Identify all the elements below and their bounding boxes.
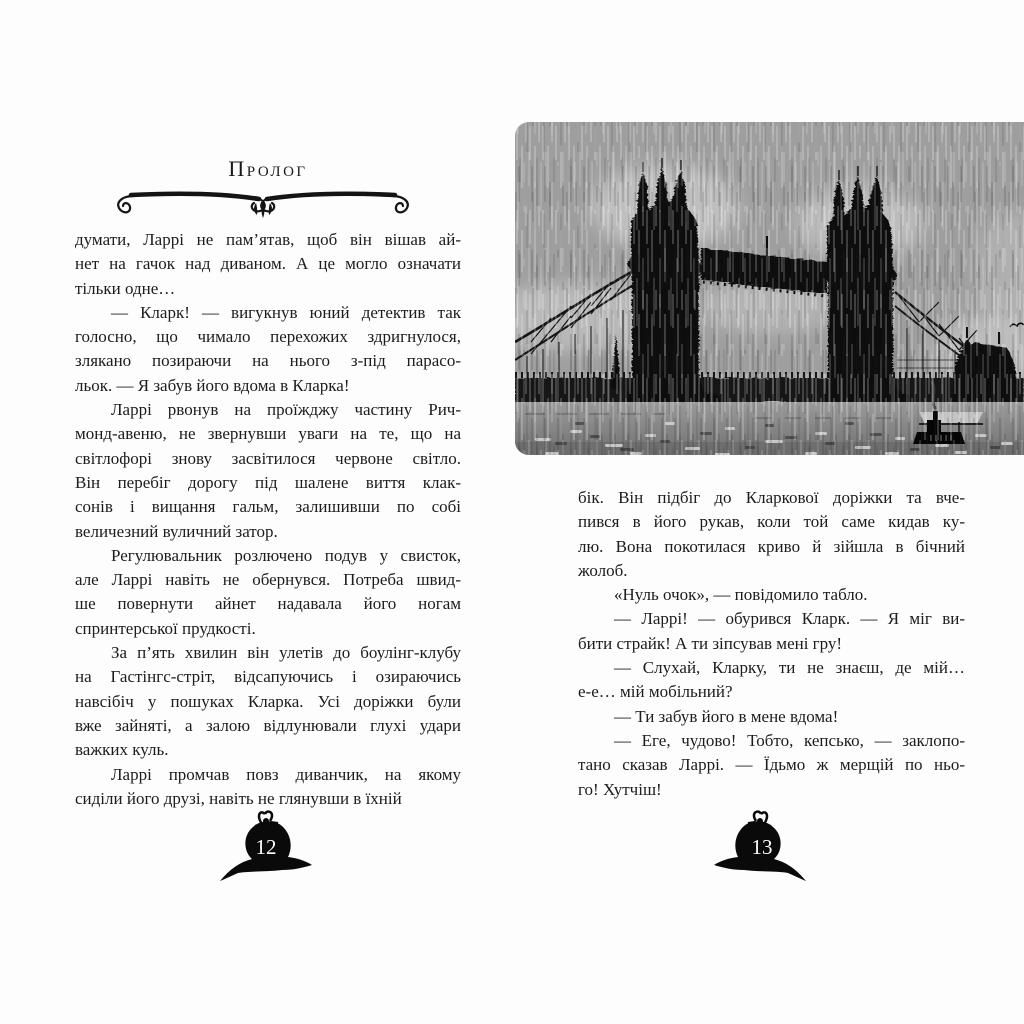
body-text-right bbox=[578, 486, 965, 802]
page-number: 13 bbox=[751, 835, 773, 859]
text-line: на Гастінгс-стріт, відсапуючись і озираючись bbox=[75, 667, 461, 687]
text-line: За п’ять хвилин він улетів до боулінг-клубу bbox=[111, 643, 461, 663]
text-line: лю. Вона покотилася криво й зійшла в бічний bbox=[578, 536, 965, 556]
text-line: — Ти забув його в мене вдома! bbox=[614, 706, 839, 726]
text-line: сиділи його друзі, навіть не глянувши в їхній bbox=[75, 788, 402, 808]
page-number: 12 bbox=[255, 835, 277, 859]
text-line: го! Хутчіш! bbox=[578, 779, 662, 799]
text-line: важких куль. bbox=[75, 740, 169, 760]
text-line: світлофорі знову засвітилося червоне світло. bbox=[75, 448, 461, 468]
text-line: «Нуль очок», — повідомило табло. bbox=[614, 585, 868, 605]
deerstalker-hat-icon bbox=[712, 808, 816, 886]
text-line: — Ларрі! — обурився Кларк. — Я міг ви- bbox=[614, 609, 965, 629]
text-line: жолоб. bbox=[578, 560, 628, 580]
text-line: спринтерської прудкості. bbox=[75, 618, 256, 638]
deerstalker-hat-icon bbox=[210, 808, 314, 886]
text-line: вже зайняті, а залою відлунювали глухі удари bbox=[75, 715, 461, 735]
text-line: нет на гачок над диваном. А це могло означати bbox=[75, 254, 461, 274]
text-line: сонів і вищання гальм, залишивши по собі bbox=[75, 497, 461, 517]
text-line: злякано позираючи на нього з-під парасо- bbox=[75, 351, 461, 371]
text-line: монд-авеню, не звернувши уваги на те, що на bbox=[75, 424, 461, 444]
text-line: але Ларрі навіть не обернувся. Потреба швид- bbox=[75, 570, 461, 590]
text-line: е-е… мій мобільний? bbox=[578, 682, 733, 702]
text-line: — Кларк! — вигукнув юний детектив так bbox=[111, 302, 461, 322]
text-line: пився в його рукав, коли той саме кидав ку- bbox=[578, 512, 965, 532]
text-line: льок. — Я забув його вдома в Кларка! bbox=[75, 375, 350, 395]
text-line: бік. Він підбіг до Кларкової доріжки та вче- bbox=[578, 488, 965, 507]
flourish-ornament bbox=[112, 186, 414, 220]
text-line: Ларрі промчав повз диванчик, на якому bbox=[111, 764, 461, 784]
text-line: — Еге, чудово! Тобто, кепсько, — заклопо- bbox=[614, 730, 965, 750]
chapter-title: Пролог bbox=[228, 156, 308, 181]
text-line: думати, Ларрі не пам’ятав, щоб він вішав ай- bbox=[75, 230, 461, 249]
text-line: ше повернути айнет надавала його ногам bbox=[75, 594, 461, 614]
flourish-center-drops bbox=[254, 201, 272, 218]
body-text-left bbox=[75, 228, 461, 811]
text-line: бити страйк! А ти зіпсував мені гру! bbox=[578, 633, 843, 653]
text-line: Регулювальник розлючено подув у свисток, bbox=[111, 545, 461, 565]
text-line: тільки одне… bbox=[75, 278, 176, 298]
text-line: — Слухай, Кларку, ти не знаєш, де мій… bbox=[614, 658, 965, 678]
text-line: тано сказав Ларрі. — Їдьмо ж мерщій по ньо- bbox=[578, 755, 965, 775]
text-line: Він перебіг дорогу під шалене виття клак- bbox=[75, 472, 461, 492]
rain-layer-2 bbox=[515, 122, 1024, 455]
tower-bridge-illustration bbox=[515, 122, 1024, 455]
text-line: навсібіч у пошуках Кларка. Усі доріжки були bbox=[75, 691, 461, 711]
text-line: голосно, що чимало перехожих здригнулося, bbox=[75, 327, 461, 347]
text-line: Ларрі рвонув на проїжджу частину Рич- bbox=[111, 400, 461, 420]
text-line: величезний вуличний затор. bbox=[75, 521, 278, 541]
